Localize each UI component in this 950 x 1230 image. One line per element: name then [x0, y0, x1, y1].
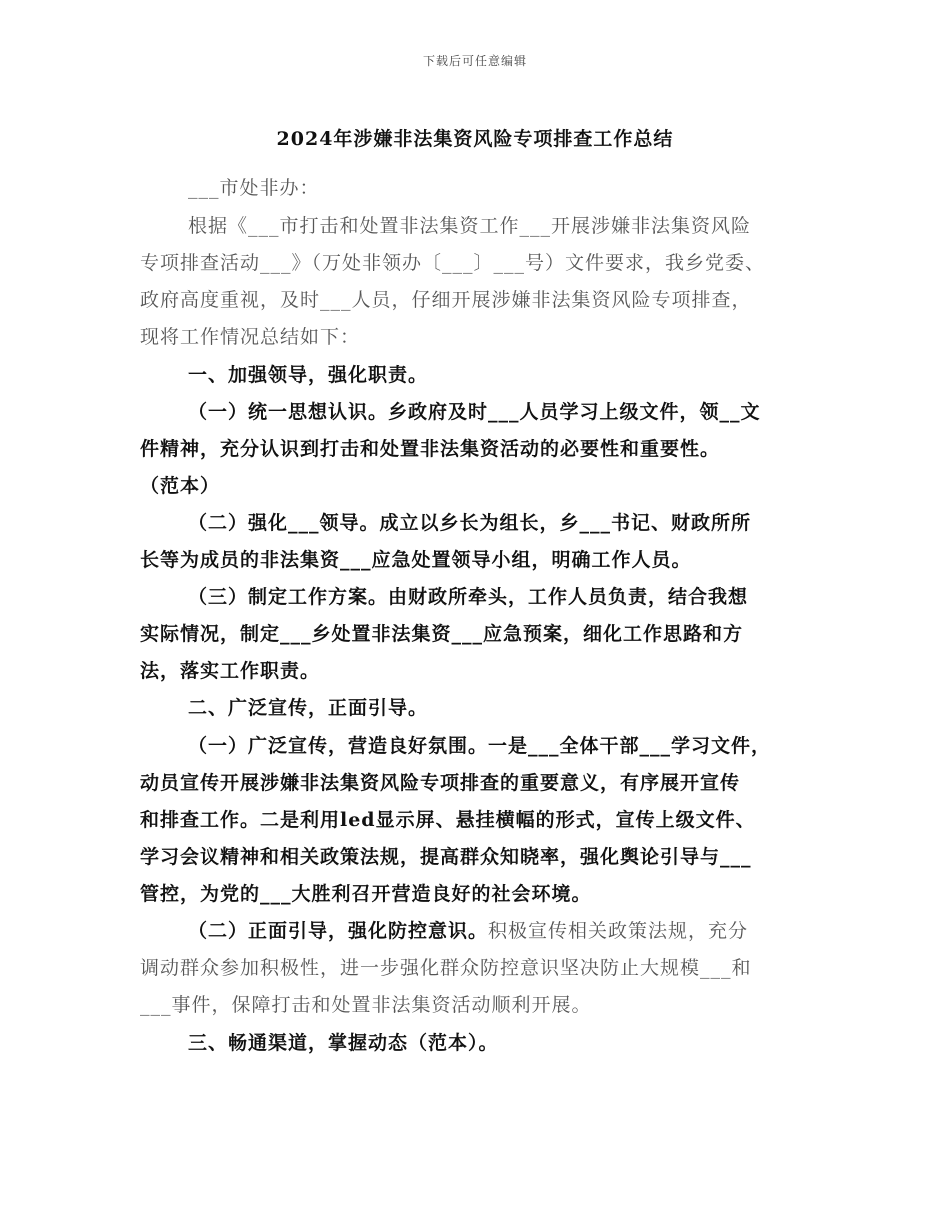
paragraph-line: （一）广泛宣传，营造良好氛围。一是___全体干部___学习文件， [188, 735, 772, 757]
subheading-text: （二）正面引导，强化防控意识。 [188, 920, 489, 942]
paragraph-line: （一）统一思想认识。乡政府及时___人员学习上级文件，领__文 [188, 401, 761, 423]
paragraph-line: 和排查工作。二是利用led显示屏、悬挂横幅的形式，宣传上级文件、 [140, 809, 756, 831]
paragraph-line: 动员宣传开展涉嫌非法集资风险专项排查的重要意义，有序展开宣传 [140, 772, 741, 794]
section-heading: 二、广泛宣传，正面引导。 [188, 697, 429, 719]
paragraph-line [188, 916, 748, 946]
paragraph-line: 件精神，充分认识到打击和处置非法集资活动的必要性和重要性。 [140, 438, 721, 460]
paragraph-line: 管控，为党的___大胜利召开营造良好的社会环境。 [140, 883, 592, 905]
paragraph-line: 法，落实工作职责。 [140, 660, 321, 682]
document-title: 2024年涉嫌非法集资风险专项排查工作总结 [276, 128, 674, 150]
section-heading: 一、加强领导，强化职责。 [188, 364, 429, 386]
section-heading: 三、畅通渠道，掌握动态（范本）。 [188, 1032, 499, 1054]
salutation: ___市处非办： [188, 177, 320, 199]
page-header: 下载后可任意编辑 [422, 54, 527, 68]
paragraph-line: （三）制定工作方案。由财政所牵头，工作人员负责，结合我想 [188, 586, 749, 608]
paragraph-line: 专项排查活动___》（万处非领办〔___〕___号）文件要求，我乡党委、 [140, 252, 766, 274]
paragraph-line: 现将工作情况总结如下： [140, 326, 361, 348]
body-text: 积极宣传相关政策法规，充分 [488, 920, 749, 942]
paragraph-line: 学习会议精神和相关政策法规，提高群众知晓率，强化舆论引导与___ [140, 846, 752, 868]
paragraph-line: 实际情况，制定___乡处置非法集资___应急预案，细化工作思路和方 [140, 623, 744, 645]
paragraph-line: （二）强化___领导。成立以乡长为组长，乡___书记、财政所所 [188, 512, 752, 534]
paragraph-line: （范本） [140, 475, 221, 497]
paragraph-line: 长等为成员的非法集资___应急处置领导小组，明确工作人员。 [140, 549, 692, 571]
paragraph-line: 调动群众参加积极性，进一步强化群众防控意识坚决防止大规模___和 [140, 957, 752, 979]
paragraph-line: 根据《___市打击和处置非法集资工作___开展涉嫌非法集资风险 [188, 215, 752, 237]
paragraph-line: 政府高度重视，及时___人员，仔细开展涉嫌非法集资风险专项排查， [140, 289, 752, 311]
paragraph-line: ___事件，保障打击和处置非法集资活动顺利开展。 [140, 994, 592, 1016]
